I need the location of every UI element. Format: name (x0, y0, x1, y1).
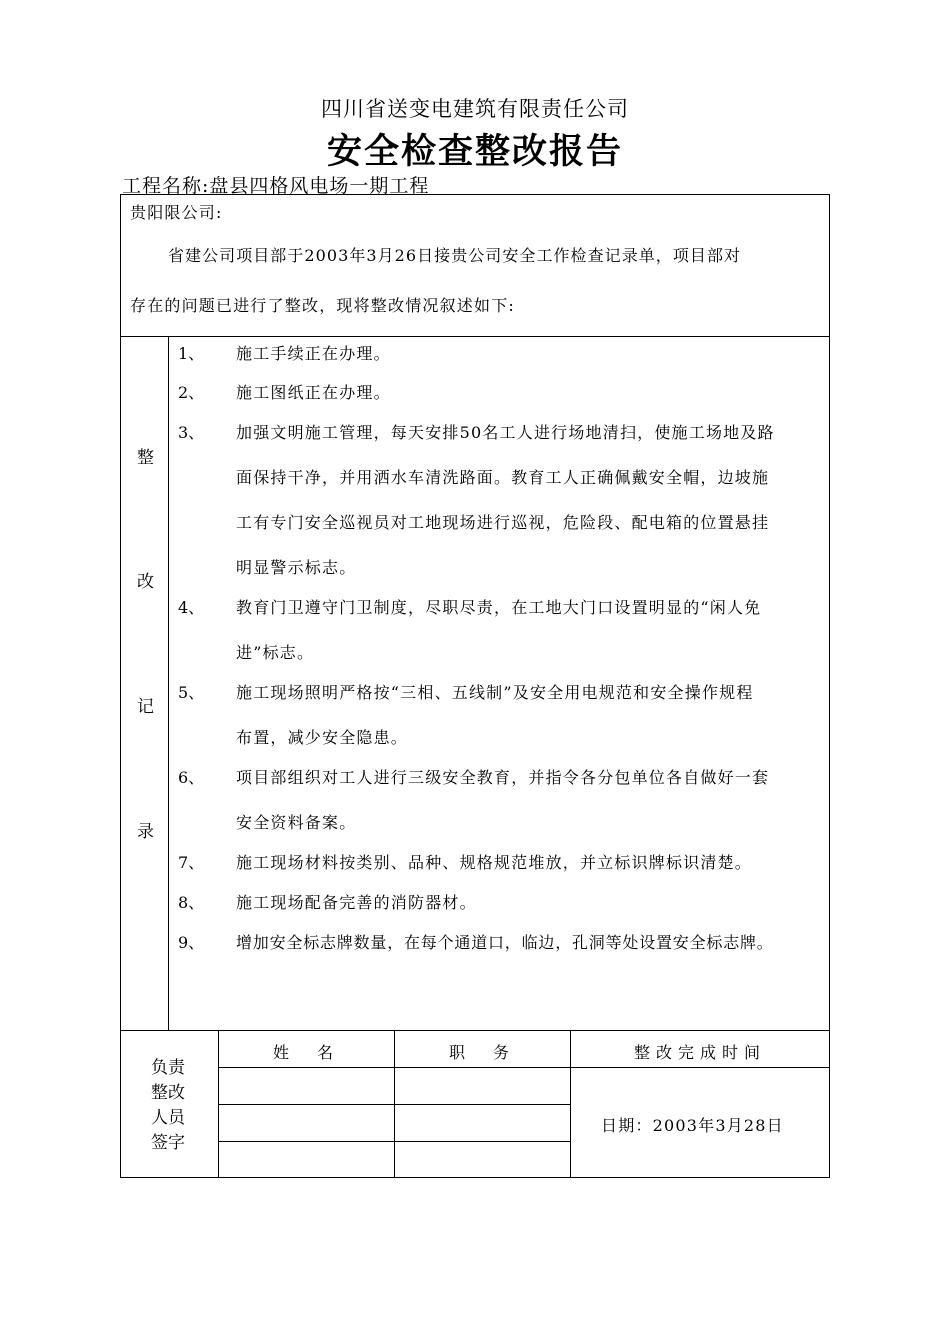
letter-body-line1: 省建公司项目部于2003年3月26日接贵公司安全工作检查记录单，项目部对 (168, 246, 742, 265)
divider-sign-header (218, 1067, 830, 1068)
side-label-char: 改 (137, 572, 154, 592)
side-label-char: 整 (137, 448, 154, 468)
side-label-char: 录 (137, 822, 154, 842)
item-text: 增加安全标志牌数量，在每个通道口，临边，孔洞等处设置安全标志牌。 (236, 933, 774, 952)
letter-body-line2: 存在的问题已进行了整改，现将整改情况叙述如下: (130, 296, 515, 315)
item-text: 明显警示标志。 (236, 558, 357, 577)
item-text: 施工图纸正在办理。 (236, 383, 391, 402)
item-text: 施工现场照明严格按“三相、五线制”及安全用电规范和安全操作规程 (236, 683, 754, 702)
item-number: 7、 (178, 853, 205, 872)
column-header-name: 姓 名 (272, 1043, 339, 1062)
item-text: 施工手续正在办理。 (236, 344, 391, 363)
item-text: 安全资料备案。 (236, 813, 357, 832)
item-number: 8、 (178, 893, 205, 912)
item-text: 工有专门安全巡视员对工地现场进行巡视，危险段、配电箱的位置悬挂 (236, 513, 770, 532)
item-text: 项目部组织对工人进行三级安全教育，并指令各分包单位各自做好一套 (236, 768, 770, 787)
divider-record-side (168, 336, 169, 1030)
signoff-label (140, 1056, 196, 1156)
item-number: 6、 (178, 768, 205, 787)
project-label: 工程名称: (122, 175, 210, 197)
side-label-char: 记 (137, 697, 154, 717)
item-text: 施工现场配备完善的消防器材。 (236, 893, 477, 912)
item-text: 布置，减少安全隐患。 (236, 728, 409, 747)
item-number: 5、 (178, 683, 205, 702)
column-header-position: 职 务 (448, 1043, 515, 1062)
item-number: 4、 (178, 598, 205, 617)
item-text: 加强文明施工管理，每天安排50名工人进行场地清扫，使施工场地及路 (236, 423, 775, 442)
item-text: 进”标志。 (236, 643, 315, 662)
item-number: 3、 (178, 423, 205, 442)
item-number: 9、 (178, 933, 205, 952)
addressee: 贵阳限公司: (130, 203, 223, 222)
divider-letter (120, 336, 830, 337)
item-number: 1、 (178, 344, 205, 363)
completion-date: 日期：2003年3月28日 (601, 1116, 784, 1135)
signoff-label-line: 签字 (151, 1133, 185, 1153)
signoff-label-line: 整改 (151, 1083, 185, 1103)
column-header-time: 整改完成时间 (633, 1043, 766, 1062)
project-name: 盘县四格风电场一期工程 (209, 175, 430, 197)
item-text: 施工现场材料按类别、品种、规格规范堆放，并立标识牌标识清楚。 (236, 853, 753, 872)
signoff-label-line: 人员 (151, 1108, 185, 1128)
item-text: 教育门卫遵守门卫制度，尽职尽责，在工地大门口设置明显的“闲人免 (236, 598, 762, 617)
signoff-label-line: 负责 (151, 1058, 185, 1078)
company-name: 四川省送变电建筑有限责任公司 (321, 97, 629, 121)
report-title: 安全检查整改报告 (326, 131, 623, 172)
item-number: 2、 (178, 383, 205, 402)
divider-record (120, 1030, 830, 1031)
item-text: 面保持干净，并用洒水车清洗路面。教育工人正确佩戴安全帽，边坡施 (236, 468, 770, 487)
